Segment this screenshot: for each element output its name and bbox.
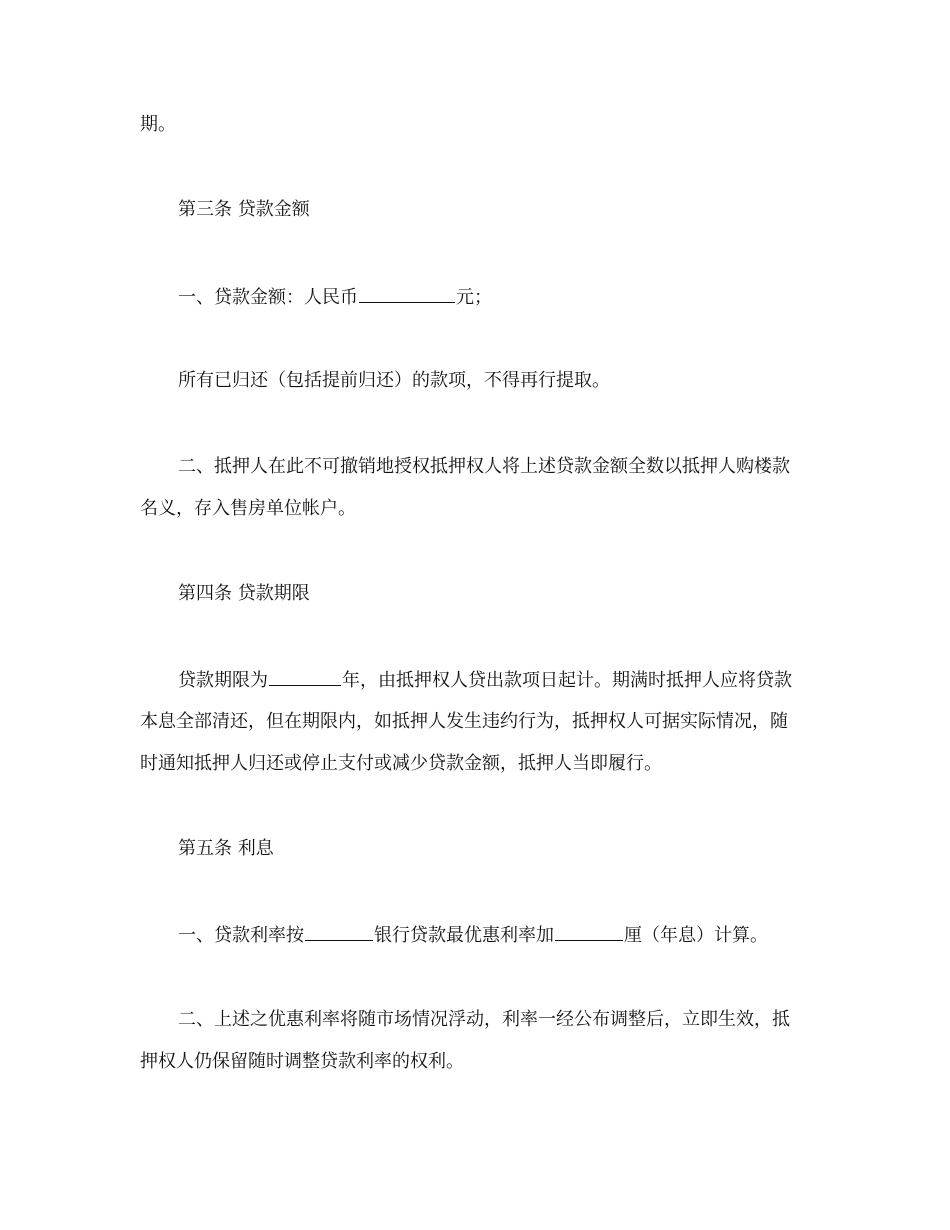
- article-3-clause-2-line-1: 二、抵押人在此不可撤销地授权抵押权人将上述贷款金额全数以抵押人购楼款: [178, 456, 790, 477]
- article-3-heading: 第三条 贷款金额: [178, 199, 310, 220]
- article-3-note: 所有已归还（包括提前归还）的款项，不得再行提取。: [178, 370, 610, 391]
- article-4-paragraph-line-2: 本息全部清还，但在期限内，如抵押人发生违约行为，抵押权人可据实际情况，随: [140, 711, 788, 732]
- article-5-heading: 第五条 利息: [178, 838, 274, 859]
- article-3-clause-2-line-2: 名义，存入售房单位帐户。: [140, 498, 356, 519]
- article-3-clause-1: 一、贷款金额：人民币 元；: [178, 284, 492, 308]
- article-4-paragraph-line-3: 时通知抵押人归还或停止支付或减少贷款金额，抵押人当即履行。: [140, 753, 662, 774]
- bank-name-blank[interactable]: [305, 922, 373, 941]
- article-5-clause-2-line-1: 二、上述之优惠利率将随市场情况浮动，利率一经公布调整后，立即生效，抵: [178, 1009, 790, 1030]
- article-5-clause-1: 一、贷款利率按 银行贷款最优惠利率加 厘（年息）计算。: [178, 922, 768, 946]
- loan-amount-blank[interactable]: [359, 284, 455, 303]
- rate-margin-blank[interactable]: [555, 922, 623, 941]
- article-4-paragraph-line-1: 贷款期限为 年，由抵押权人贷出款项日起计。期满时抵押人应将贷款: [178, 667, 792, 691]
- article-5-clause-2-line-2: 押权人仍保留随时调整贷款利率的权利。: [140, 1051, 464, 1072]
- article-4-heading: 第四条 贷款期限: [178, 583, 310, 604]
- loan-term-blank[interactable]: [269, 667, 341, 686]
- paragraph-continuation: 期。: [140, 114, 176, 135]
